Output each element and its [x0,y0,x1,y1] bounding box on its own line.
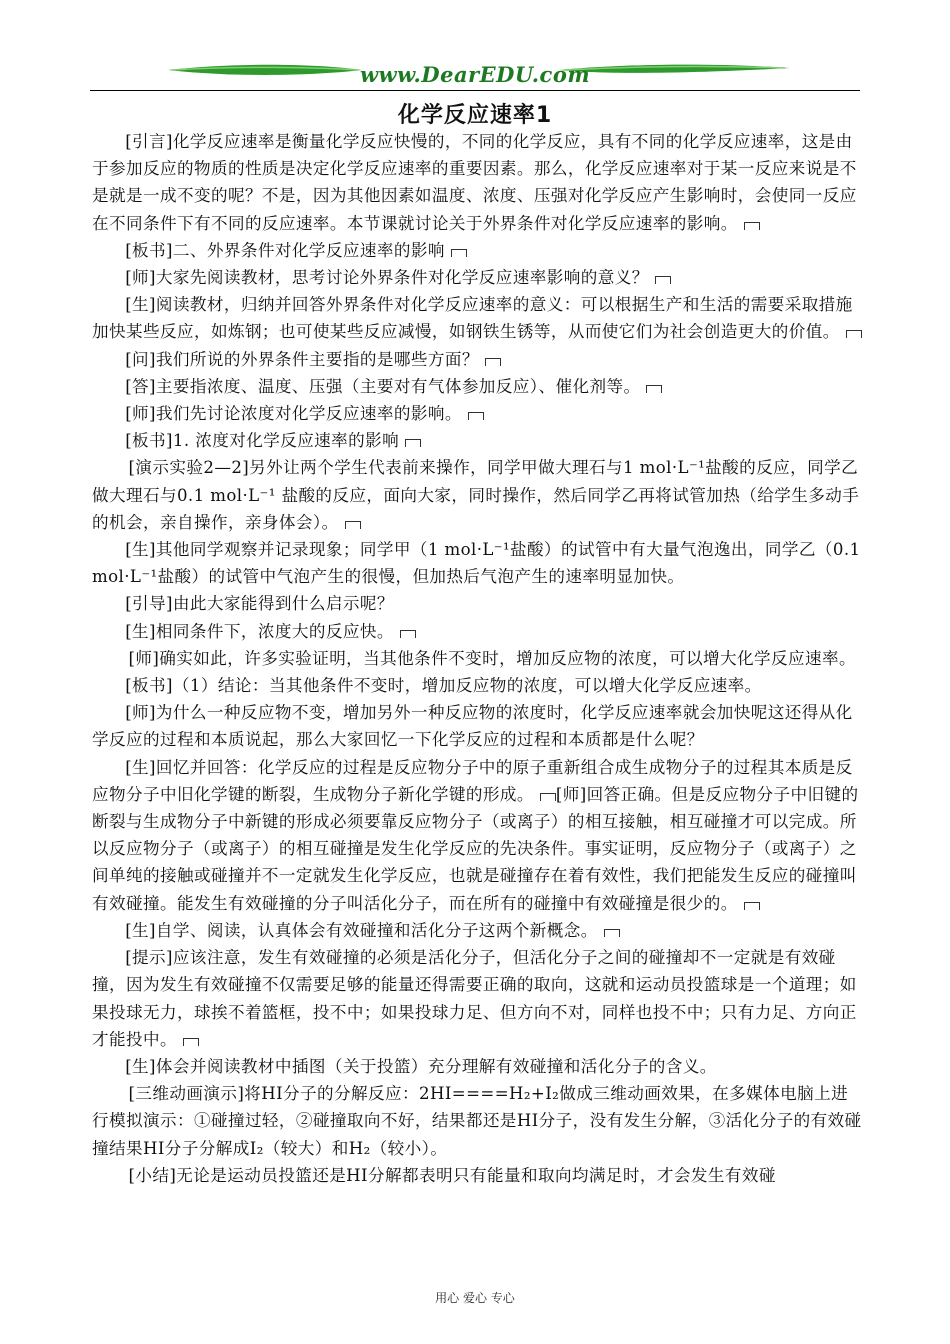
paragraph-mark-icon [468,412,484,420]
paragraph-intro: [引言]化学反应速率是衡量化学反应快慢的，不同的化学反应，具有不同的化学反应速率，这是由于参加反应的物质的性质是决定化学反应速率的重要因素。那么，化学反应速率对于某一反应来说是不是就是一成不变的呢？不是，因为其他因素如温度、浓度、压强对化学反应产生影响时，会使同一反应在不同条件下有不同的反应速率。本节课就讨论关于外界条件对化学反应速率的影响。 [92,132,857,233]
header-banner [90,56,860,90]
paragraph-mark-icon [405,439,421,447]
paragraph-demo: [演示实验2—2]另外让两个学生代表前来操作，同学甲做大理石与1 mol·L⁻¹盐酸的反应，同学乙做大理石与0.1 mol·L⁻¹ 盐酸的反应，面向大家，同时操作，然后同学乙再将试管加热（给学生多动手的机会，亲自操作，亲身体会）。 [92,458,860,532]
paragraph-board-2: [板书]1. 浓度对化学反应速率的影响 [92,427,862,454]
paragraph-mark-icon [540,793,556,801]
paragraph-student-4: [生]回忆并回答：化学反应的过程是反应物分子中的原子重新组合成生成物分子的过程其本质是反应物分子中旧化学键的断裂，生成物分子新化学键的形成。 [师]回答正确。但是反应物分子中旧键的断裂与生成物分子中新键的形成必须要靠反应物分子（或离子）的相互接触，相互碰撞才可以完成。所以反应物分子（或离子）的相互碰撞是发生化学反应的先决条件。事实证明，反应物分子（或离子）之间单纯的接触或碰撞并不一定就发生化学反应，也就是碰撞存在着有效性，我们把能发生反应的碰撞叫有效碰撞。能发生有效碰撞的分子叫活化分子，而在所有的碰撞中有效碰撞是很少的。 [92,757,859,913]
paragraph-question: [问]我们所说的外界条件主要指的是哪些方面？ [92,346,862,373]
paragraph-mark-icon [485,358,501,366]
paragraph-summary: [小结]无论是运动员投篮还是HI分解都表明只有能量和取向均满足时，才会发生有效碰 [128,1165,776,1185]
header-divider [90,90,860,91]
paragraph-mark-icon [451,249,467,257]
paragraph-mark-icon [183,1038,199,1046]
page-title: 化学反应速率1 [397,103,553,128]
paragraph-teacher-1: [师]大家先阅读教材，思考讨论外界条件对化学反应速率影响的意义？ [92,264,862,291]
paragraph-board-1: [板书]二、外界条件对化学反应速率的影响 [92,237,862,264]
paragraph-mark-icon [846,330,862,338]
document-body [92,128,862,1189]
paragraph-teacher-4: [师]为什么一种反应物不变，增加另外一种反应物的浓度时，化学反应速率就会加快呢这还得从化学反应的过程和本质说起，那么大家回忆一下化学反应的过程和本质都是什么呢？ [92,703,853,750]
paragraph-student-1: [生]阅读教材，归纳并回答外界条件对化学反应速率的意义：可以根据生产和生活的需要采取措施加快某些反应，如炼钢；也可使某些反应减慢，如钢铁生锈等，从而使它们为社会创造更大的价值。 [92,291,862,345]
site-url[interactable]: www.DearEDU.com [359,62,591,87]
paragraph-teacher-3: [师]确实如此，许多实验证明，当其他条件不变时，增加反应物的浓度，可以增大化学反应速率。 [128,648,856,668]
paragraph-mark-icon [744,222,760,230]
paragraph-mark-icon [604,929,620,937]
paragraph-student-5: [生]自学、阅读，认真体会有效碰撞和活化分子这两个新概念。 [92,917,862,944]
paragraph-mark-icon [400,630,416,638]
paragraph-mark-icon [655,276,671,284]
paragraph-student-6: [生]体会并阅读教材中插图（关于投篮）充分理解有效碰撞和活化分子的含义。 [125,1056,717,1076]
paragraph-student-2: [生]其他同学观察并记录现象；同学甲（1 mol·L⁻¹盐酸）的试管中有大量气泡逸出，同学乙（0.1 mol·L⁻¹盐酸）的试管中气泡产生的很慢，但加热后气泡产生的速率明显加快。 [92,540,861,587]
paragraph-mark-icon [345,521,361,529]
paragraph-teacher-2: [师]我们先讨论浓度对化学反应速率的影响。 [92,400,862,427]
page-footer: 用心 爱心 专心 [435,1291,515,1305]
paragraph-student-3: [生]相同条件下，浓度大的反应快。 [92,618,862,645]
paragraph-animation: [三维动画演示]将HI分子的分解反应：2HI====H₂+I₂做成三维动画效果，在多媒体电脑上进行模拟演示：①碰撞过轻，②碰撞取向不好，结果都还是HI分子，没有发生分解，③活化分子的有效碰撞结果HI分子分解成I₂（较大）和H₂（较小）。 [92,1084,862,1158]
paragraph-mark-icon [744,902,760,910]
paragraph-hint: [提示]应该注意，发生有效碰撞的必须是活化分子，但活化分子之间的碰撞却不一定就是有效碰撞，因为发生有效碰撞不仅需要足够的能量还得需要正确的取向，这就和运动员投篮球是一个道理；如果投球无力，球挨不着篮框，投不中；如果投球力足、但方向不对，同样也投不中；只有力足、方向正才能投中。 [92,948,857,1049]
paragraph-answer: [答]主要指浓度、温度、压强（主要对有气体参加反应）、催化剂等。 [92,373,862,400]
paragraph-guide: [引导]由此大家能得到什么启示呢？ [125,594,394,614]
paragraph-board-3: [板书]（1）结论：当其他条件不变时，增加反应物的浓度，可以增大化学反应速率。 [125,676,762,696]
paragraph-mark-icon [646,385,662,393]
